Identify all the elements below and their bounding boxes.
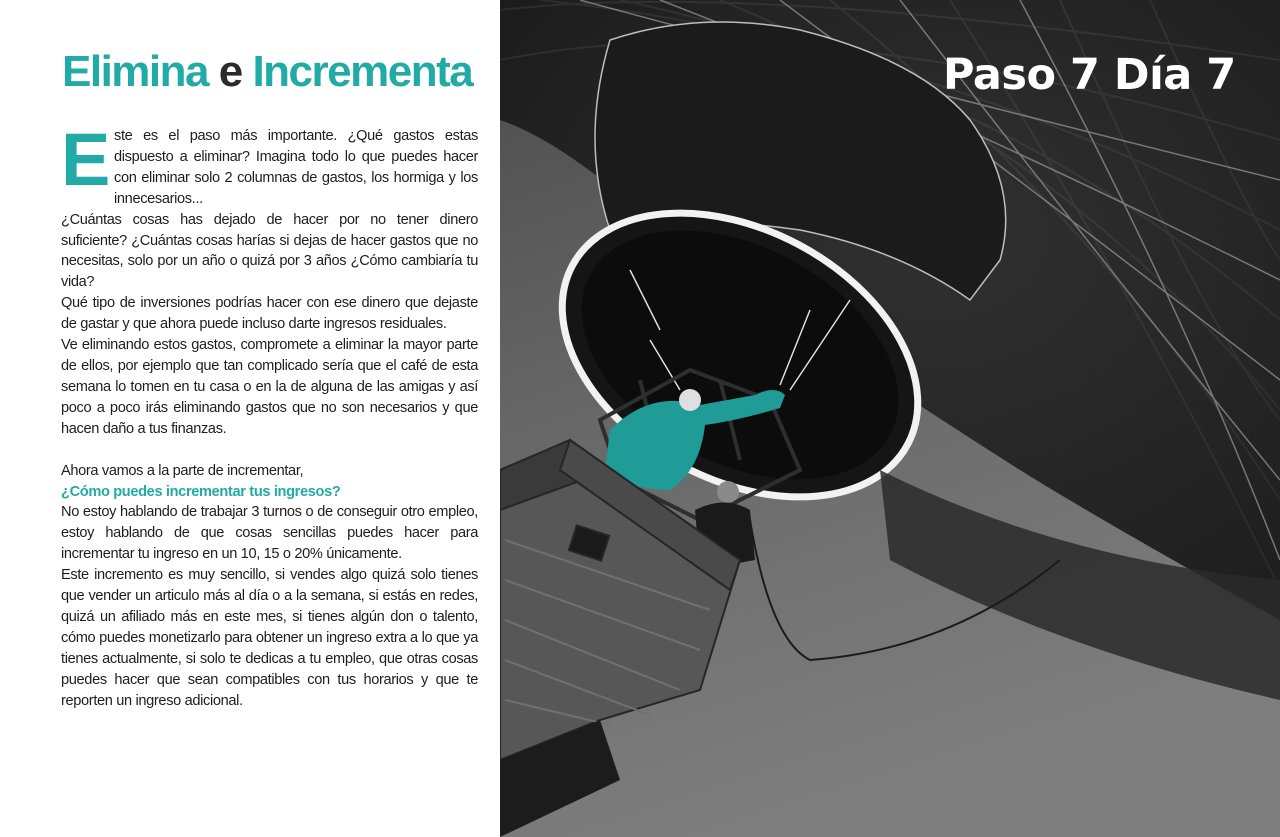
- paragraph-spacer: [61, 440, 478, 461]
- text-page: [0, 0, 500, 837]
- title-incrementa: Incrementa: [252, 47, 473, 96]
- drop-cap: E: [61, 118, 111, 201]
- paragraph-3: Qué tipo de inversiones podrías hacer con ese dinero que dejaste de gastar y que ahora puede incluso darte ingresos residuales.: [61, 295, 478, 333]
- step-label: Paso 7 Día 7: [943, 50, 1236, 100]
- paragraph-6: No estoy hablando de trabajar 3 turnos o de conseguir otro empleo, estoy hablando de que cosas sencillas puedes hacer para incrementar tu ingreso en un 10, 15 o 20% únicamente.: [61, 504, 478, 563]
- subheading: ¿Cómo puedes incrementar tus ingresos?: [61, 483, 341, 500]
- title-conjunction: e: [218, 47, 242, 96]
- page-title: [62, 47, 473, 96]
- body-text: [61, 118, 478, 711]
- paragraph-1-text: ste es el paso más importante. ¿Qué gastos estas dispuesto a eliminar? Imagina todo lo que puedes hacer con eliminar solo 2 columnas de gastos, los hormiga y los innecesarios...: [114, 128, 478, 207]
- paragraph-1: [61, 118, 478, 210]
- paragraph-5: Ahora vamos a la parte de incrementar,: [61, 462, 304, 479]
- balloon-illustration: [500, 0, 1280, 837]
- title-elimina: Elimina: [62, 47, 208, 96]
- paragraph-2: ¿Cuántas cosas has dejado de hacer por no tener dinero suficiente? ¿Cuántas cosas harías si dejas de hacer gastos que no necesitas, solo por un año o quizá por 3 años ¿Cómo cambiaría tu vida?: [61, 211, 478, 291]
- hot-air-balloon-photo: [500, 0, 1280, 837]
- paragraph-4: Ve eliminando estos gastos, compromete a eliminar la mayor parte de ellos, por ejemplo que tan complicado sería que el café de esta semana lo tomen en tu casa o en la de alguna de las amigas y así poco a poco irás eliminando gastos que no son necesarios y que hacen daño a tus finanzas.: [61, 337, 478, 437]
- paragraph-7: Este incremento es muy sencillo, si vendes algo quizá solo tienes que vender un articulo más al día o a la semana, si estás en redes, quizá un afiliado más en este mes, si tienes algún don o talento, cómo puedes monetizarlo para obtener un ingreso extra a lo que ya tienes actualmente, si solo te dedicas a tu empleo, que otras cosas puedes hacer que sean compatibles con tus horarios y que te reporten un ingreso adicional.: [61, 567, 478, 709]
